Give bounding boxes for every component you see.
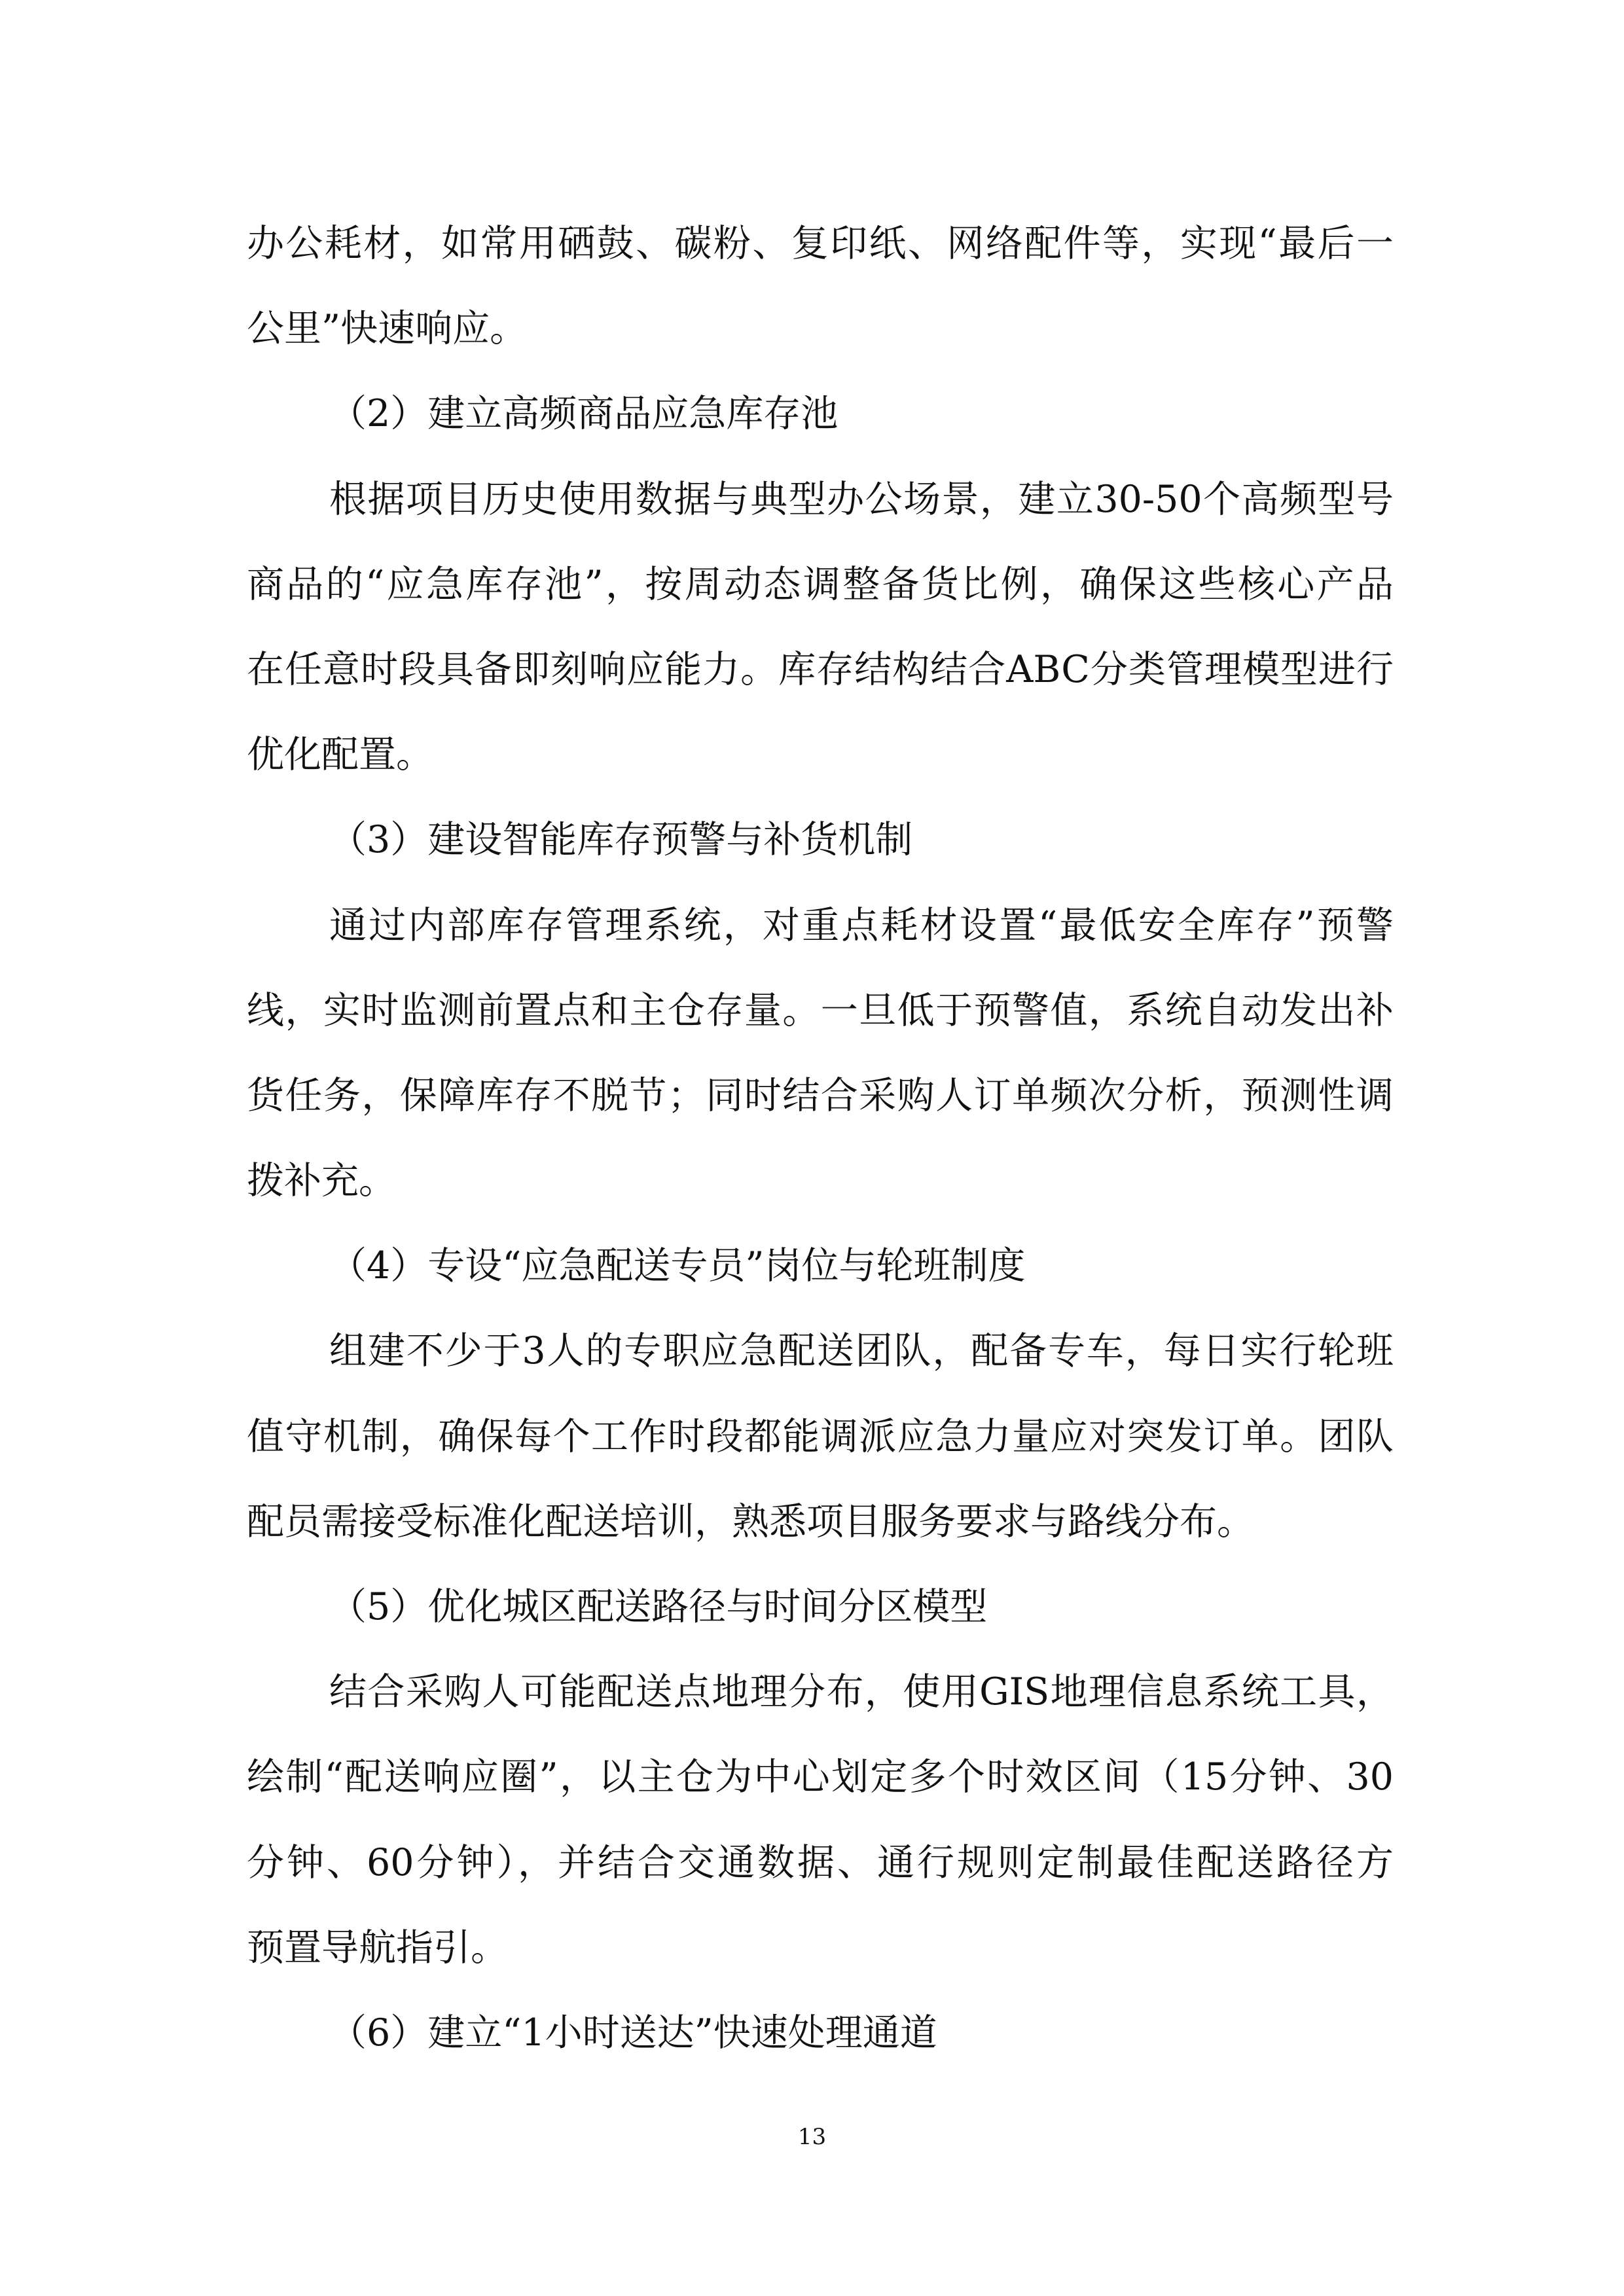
paragraph-line: 通过内部库存管理系统，对重点耗材设置“最低安全库存”预警 <box>329 903 1394 947</box>
section-heading: （3）建设智能库存预警与补货机制 <box>329 818 913 862</box>
paragraph-line: 值守机制，确保每个工作时段都能调派应急力量应对突发订单。团队 <box>247 1414 1394 1458</box>
section-heading: （6）建立“1小时送达”快速处理通道 <box>329 2011 937 2054</box>
paragraph-line: 根据项目历史使用数据与典型办公场景，建立30-50个高频型号 <box>329 477 1394 521</box>
page-number: 13 <box>797 2124 827 2150</box>
paragraph-line: 配员需接受标准化配送培训，熟悉项目服务要求与路线分布。 <box>247 1499 1254 1543</box>
section-heading: （4）专设“应急配送专员”岗位与轮班制度 <box>329 1244 1026 1288</box>
paragraph-line: 办公耗材，如常用硒鼓、碳粉、复印纸、网络配件等，实现“最后一 <box>247 222 1394 265</box>
section-heading: （2）建立高频商品应急库存池 <box>329 392 839 436</box>
body-text <box>247 201 1394 2075</box>
paragraph-line: 组建不少于3人的专职应急配送团队，配备专车，每日实行轮班 <box>329 1329 1394 1373</box>
paragraph-line: 预置导航指引。 <box>247 1926 508 1969</box>
paragraph-line: 分钟、60分钟），并结合交通数据、通行规则定制最佳配送路径方 <box>247 1840 1394 1884</box>
paragraph-line: 优化配置。 <box>247 733 433 777</box>
paragraph-line: 拨补充。 <box>247 1159 396 1203</box>
section-heading: （5）优化城区配送路径与时间分区模型 <box>329 1585 988 1628</box>
paragraph-line: 结合采购人可能配送点地理分布，使用GIS地理信息系统工具， <box>329 1670 1394 1714</box>
paragraph-line: 线，实时监测前置点和主仓存量。一旦低于预警值，系统自动发出补 <box>247 988 1394 1032</box>
paragraph-line: 公里”快速响应。 <box>247 307 528 351</box>
paragraph-line: 商品的“应急库存池”，按周动态调整备货比例，确保这些核心产品 <box>247 562 1394 606</box>
paragraph-line: 在任意时段具备即刻响应能力。库存结构结合ABC分类管理模型进行 <box>247 647 1394 691</box>
paragraph-line: 绘制“配送响应圈”，以主仓为中心划定多个时效区间（15分钟、30 <box>247 1755 1394 1799</box>
paragraph-line: 货任务，保障库存不脱节；同时结合采购人订单频次分析，预测性调 <box>247 1073 1394 1117</box>
